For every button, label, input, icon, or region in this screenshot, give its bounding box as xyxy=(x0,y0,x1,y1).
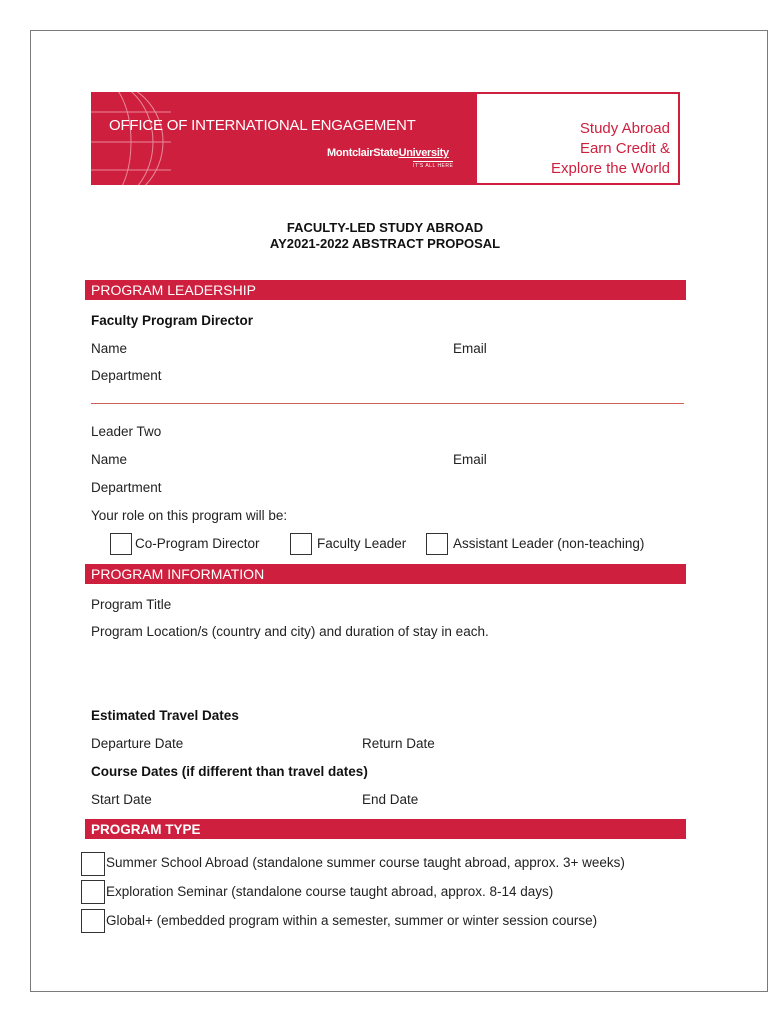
role-question: Your role on this program will be: xyxy=(91,508,288,523)
university-logo: MontclairStateUniversity xyxy=(327,147,449,159)
slogan-box xyxy=(476,92,680,185)
co-director-checkbox[interactable] xyxy=(110,533,132,555)
slogan-line-2: Earn Credit & xyxy=(579,140,670,157)
summer-school-checkbox[interactable] xyxy=(81,852,105,876)
header-banner xyxy=(91,92,680,185)
faculty-leader-checkbox[interactable] xyxy=(290,533,312,555)
return-date-field[interactable]: Return Date xyxy=(362,736,435,751)
departure-date-field[interactable]: Departure Date xyxy=(91,736,184,751)
program-title-field[interactable]: Program Title xyxy=(91,597,172,612)
end-date-field[interactable]: End Date xyxy=(362,792,419,807)
assistant-leader-checkbox[interactable] xyxy=(426,533,448,555)
document-subtitle: AY2021-2022 ABSTRACT PROPOSAL xyxy=(269,236,501,251)
exploration-seminar-label: Exploration Seminar (standalone course taught abroad, approx. 8-14 days) xyxy=(106,884,554,899)
travel-dates-heading: Estimated Travel Dates xyxy=(91,708,239,723)
section-divider xyxy=(91,403,684,404)
slogan-line-1: Study Abroad xyxy=(579,120,670,137)
document-title: FACULTY-LED STUDY ABROAD xyxy=(286,220,484,235)
summer-school-label: Summer School Abroad (standalone summer course taught abroad, approx. 3+ weeks) xyxy=(106,855,625,870)
leader-two-email-field[interactable]: Email xyxy=(453,452,487,467)
exploration-seminar-checkbox[interactable] xyxy=(81,880,105,904)
section-header-leadership: PROGRAM LEADERSHIP xyxy=(85,280,686,300)
section-header-program-type: PROGRAM TYPE xyxy=(85,819,686,839)
assistant-leader-label: Assistant Leader (non-teaching) xyxy=(453,536,645,551)
globe-icon xyxy=(91,92,171,185)
start-date-field[interactable]: Start Date xyxy=(91,792,152,807)
university-tagline: IT'S ALL HERE xyxy=(413,163,454,169)
faculty-leader-label: Faculty Leader xyxy=(317,536,407,551)
director-department-field[interactable]: Department xyxy=(91,368,162,383)
course-dates-heading: Course Dates (if different than travel dates) xyxy=(91,764,368,779)
office-title: OFFICE OF INTERNATIONAL ENGAGEMENT xyxy=(109,117,416,134)
co-director-label: Co-Program Director xyxy=(135,536,260,551)
section-header-information: PROGRAM INFORMATION xyxy=(85,564,686,584)
global-plus-checkbox[interactable] xyxy=(81,909,105,933)
slogan-line-3: Explore the World xyxy=(551,160,670,177)
office-banner xyxy=(91,92,476,185)
director-email-field[interactable]: Email xyxy=(453,341,487,356)
leader-two-name-field[interactable]: Name xyxy=(91,452,128,467)
director-name-field[interactable]: Name xyxy=(91,341,128,356)
program-location-field[interactable]: Program Location/s (country and city) and duration of stay in each. xyxy=(91,624,489,639)
leader-two-heading: Leader Two xyxy=(91,424,162,439)
director-heading: Faculty Program Director xyxy=(91,313,254,328)
global-plus-label: Global+ (embedded program within a semester, summer or winter session course) xyxy=(106,913,598,928)
leader-two-department-field[interactable]: Department xyxy=(91,480,162,495)
